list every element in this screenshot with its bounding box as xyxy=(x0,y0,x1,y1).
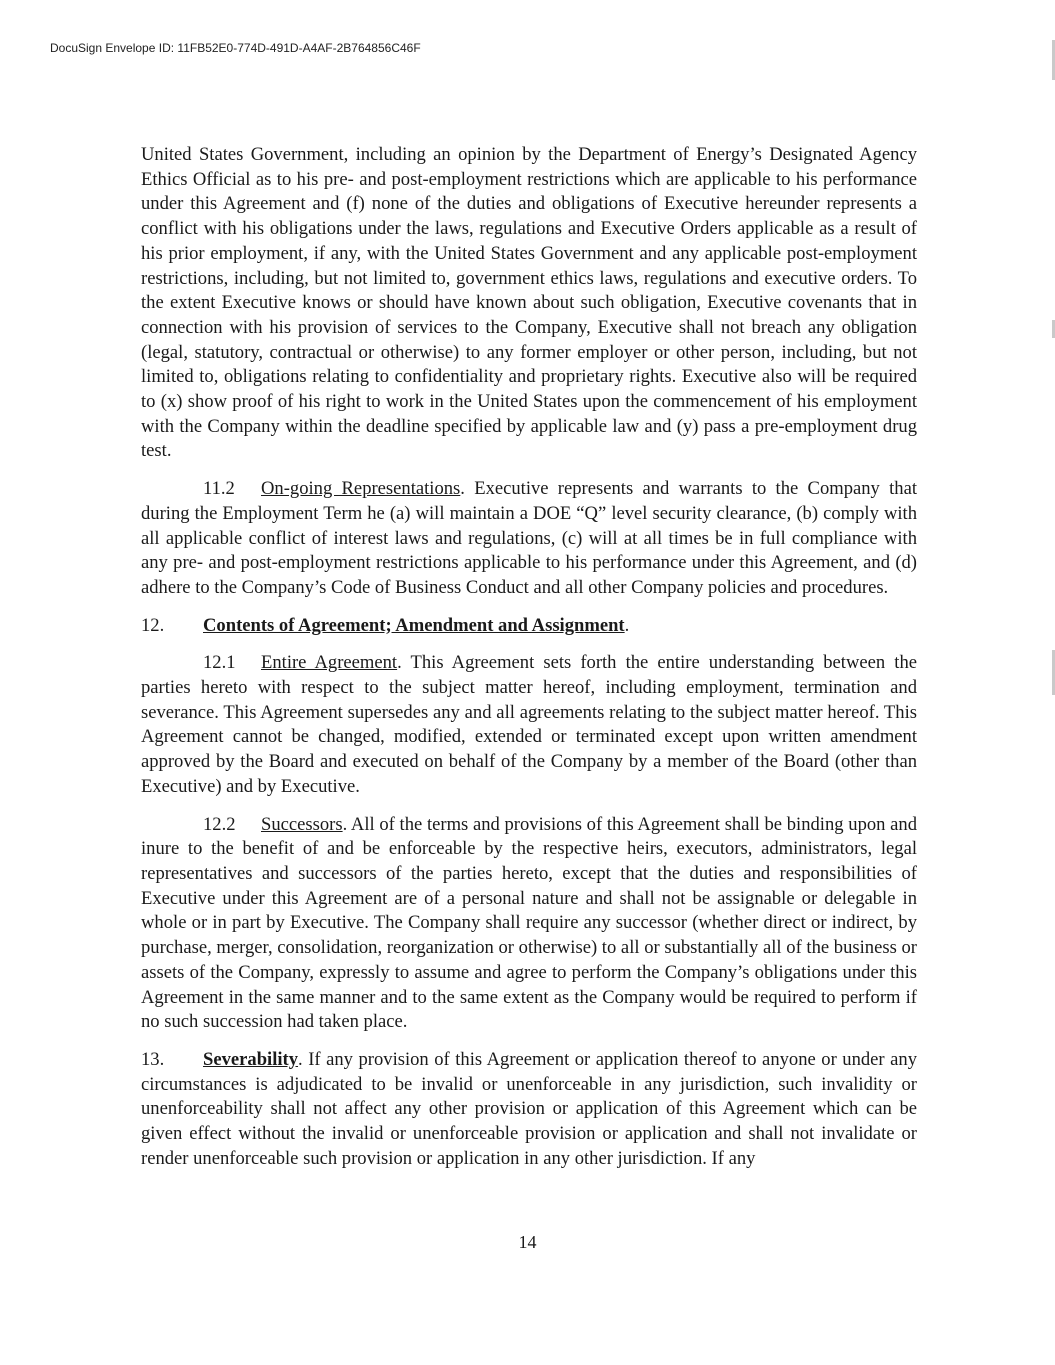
envelope-id: DocuSign Envelope ID: 11FB52E0-774D-491D-A4AF-2B764856C46F xyxy=(50,41,421,55)
section-title: Entire Agreement xyxy=(261,652,398,674)
section-title: Severability xyxy=(203,1048,299,1070)
section-text: . Executive represents and warrants to the Company that during the Employment Term he (a) will maintain a DOE “Q” level security clearance, (b) comply with all applicable conflict of interest laws and regulations, (c) will at all times be in full compliance with any pre- and post-employment restrictions applicable to his performance under this Agreement, and (d) adhere to the Company’s Code of Business Conduct and all other Company policies and procedures. xyxy=(141,478,917,598)
document-body xyxy=(141,143,917,1184)
section-number: 11.2 xyxy=(203,478,235,500)
section-title-end: . xyxy=(624,614,630,636)
page-number: 14 xyxy=(518,1232,537,1252)
section-text: . If any provision of this Agreement or application thereof to anyone or under any circumstances is adjudicated to be invalid or unenforceable in any jurisdiction, such invalidity or unenforceability shall not affect any other provision or application of this Agreement which can be given effect without the invalid or unenforceable provision or application and shall not invalidate or render unenforceable such provision or application in any other jurisdiction. If any xyxy=(141,1048,917,1169)
section-13 xyxy=(141,1048,917,1172)
section-title: Successors xyxy=(261,813,343,835)
section-11-2 xyxy=(141,477,917,601)
section-text: . All of the terms and provisions of this Agreement shall be binding upon and inure to the benefit of and be enforceable by the respective heirs, executors, administrators, legal representatives and successors of the parties hereto, except that the duties and responsibilities of Executive under this Agreement are of a personal nature and shall not be assignable or delegable in whole or in part by Executive. The Company shall require any successor (whether direct or indirect, by purchase, merger, consolidation, reorganization or otherwise) to all or substantially all of the business or assets of the Company, expressly to assume and agree to perform the Company’s obligations under this Agreement in the same manner and to the same extent as the Company would be required to perform if no such succession had taken place. xyxy=(141,813,917,1033)
section-title: On-going Representations xyxy=(261,478,461,500)
section-number: 13. xyxy=(141,1048,165,1070)
section-number: 12. xyxy=(141,614,165,636)
section-text: . This Agreement sets forth the entire understanding between the parties hereto with respect to the subject matter hereof, including employment, termination and severance. This Agreement supersedes any and all agreements relating to the subject matter hereof. This Agreement cannot be changed, modified, extended or terminated except upon written amendment approved by the Board and executed on behalf of the Company by a member of the Board (other than Executive) and by Executive. xyxy=(141,652,917,797)
section-12-2 xyxy=(141,813,917,1035)
section-number: 12.2 xyxy=(203,813,236,835)
paragraph-continuation: United States Government, including an opinion by the Department of Energy’s Designated Agency Ethics Official as to his pre- and post-employment restrictions which are applicable to his performance under this Agreement and (f) none of the duties and obligations of Executive hereunder represents a conflict with his obligations under the laws, regulations and Executive Orders applicable as a result of his prior employment, if any, with the United States Government and any applicable post-employment restrictions, including, but not limited to, government ethics laws, regulations and executive orders. To the extent Executive knows or should have known about such obligation, Executive covenants that in connection with his provision of services to the Company, Executive shall not breach any obligation (legal, statutory, contractual or otherwise) to any former employer or other person, including, but not limited to, obligations relating to confidentiality and proprietary rights. Executive also will be required to (x) show proof of his right to work in the United States upon the commencement of his employment with the Company within the deadline specified by applicable law and (y) pass a pre-employment drug test. xyxy=(141,144,917,462)
section-number: 12.1 xyxy=(203,652,236,674)
section-12-heading xyxy=(141,614,917,639)
section-title: Contents of Agreement; Amendment and Assignment xyxy=(203,614,625,636)
section-12-1 xyxy=(141,651,917,799)
